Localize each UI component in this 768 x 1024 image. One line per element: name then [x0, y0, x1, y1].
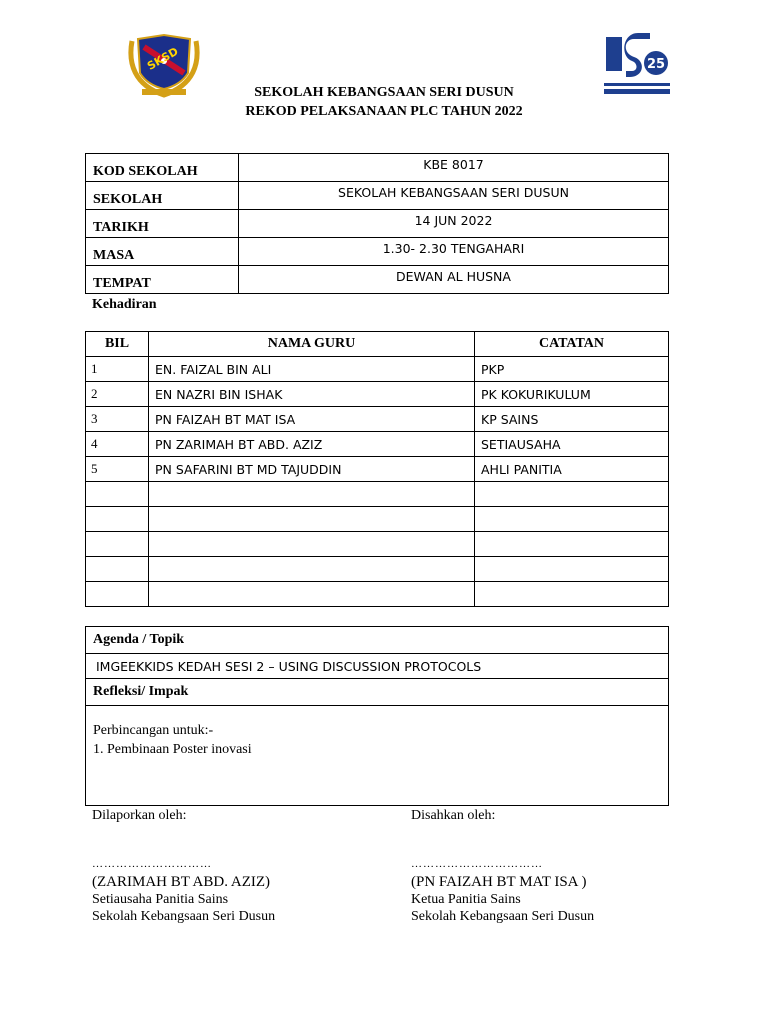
teacher-note: [475, 557, 669, 582]
table-header-row: [86, 332, 669, 357]
table-row: [86, 382, 669, 407]
info-label: SEKOLAH: [86, 182, 239, 210]
info-value: DEWAN AL HUSNA: [239, 266, 669, 294]
refleksi-line: Perbincangan untuk:-: [93, 723, 214, 738]
info-row: [86, 266, 669, 294]
teacher-note: [475, 532, 669, 557]
empty-row: [86, 482, 669, 507]
col-header-bil: BIL: [86, 332, 149, 357]
row-number: 3: [86, 407, 149, 432]
info-row: [86, 210, 669, 238]
row-number: 5: [86, 457, 149, 482]
reporter-role: Setiausaha Panitia Sains: [92, 892, 229, 907]
teacher-note: PK KOKURIKULUM: [475, 382, 669, 407]
teacher-name: [149, 482, 475, 507]
teacher-note: KP SAINS: [475, 407, 669, 432]
reporter-name: (ZARIMAH BT ABD. AZIZ): [92, 874, 271, 890]
school-info-table: [85, 153, 669, 294]
info-label: MASA: [86, 238, 239, 266]
teacher-note: [475, 482, 669, 507]
empty-row: [86, 507, 669, 532]
row-number: 2: [86, 382, 149, 407]
teacher-name: [149, 532, 475, 557]
refleksi-label: Refleksi/ Impak: [86, 679, 669, 706]
row-number: 1: [86, 357, 149, 382]
row-number: [86, 582, 149, 607]
teacher-name: PN FAIZAH BT MAT ISA: [149, 407, 475, 432]
teacher-name: PN ZARIMAH BT ABD. AZIZ: [149, 432, 475, 457]
agenda-table: [85, 626, 669, 806]
agenda-topic: IMGEEKKIDS KEDAH SESI 2 – USING DISCUSSION PROTOCOLS: [86, 654, 669, 679]
reporter-school: Sekolah Kebangsaan Seri Dusun: [92, 909, 276, 924]
teacher-note: SETIAUSAHA: [475, 432, 669, 457]
row-number: [86, 507, 149, 532]
info-label: KOD SEKOLAH: [86, 154, 239, 182]
teacher-name: EN NAZRI BIN ISHAK: [149, 382, 475, 407]
row-number: [86, 482, 149, 507]
school-title: SEKOLAH KEBANGSAAN SERI DUSUN: [254, 85, 514, 100]
info-value: 1.30- 2.30 TENGAHARI: [239, 238, 669, 266]
info-row: [86, 238, 669, 266]
refleksi-content: [86, 706, 669, 806]
teacher-name: EN. FAIZAL BIN ALI: [149, 357, 475, 382]
table-row: [86, 457, 669, 482]
teacher-name: PN SAFARINI BT MD TAJUDDIN: [149, 457, 475, 482]
attendance-heading: Kehadiran: [92, 297, 157, 312]
teacher-note: [475, 582, 669, 607]
svg-text:25: 25: [646, 57, 666, 72]
teacher-name: [149, 582, 475, 607]
col-header-nama: NAMA GURU: [149, 332, 475, 357]
verifier-role: Ketua Panitia Sains: [411, 892, 521, 907]
verifier-name: (PN FAIZAH BT MAT ISA ): [411, 874, 587, 890]
teacher-name: [149, 507, 475, 532]
verified-by-label: Disahkan oleh:: [411, 808, 496, 823]
reported-by-label: Dilaporkan oleh:: [92, 808, 187, 823]
col-header-catatan: CATATAN: [475, 332, 669, 357]
teacher-name: [149, 557, 475, 582]
info-row: [86, 154, 669, 182]
teacher-note: [475, 507, 669, 532]
row-number: [86, 557, 149, 582]
refleksi-line: 1. Pembinaan Poster inovasi: [93, 742, 252, 757]
verifier-school: Sekolah Kebangsaan Seri Dusun: [411, 909, 595, 924]
info-value: SEKOLAH KEBANGSAAN SERI DUSUN: [239, 182, 669, 210]
row-number: [86, 532, 149, 557]
info-value: KBE 8017: [239, 154, 669, 182]
teacher-note: AHLI PANITIA: [475, 457, 669, 482]
agenda-label: Agenda / Topik: [86, 627, 669, 654]
info-value: 14 JUN 2022: [239, 210, 669, 238]
attendance-table: [85, 331, 669, 607]
info-label: TARIKH: [86, 210, 239, 238]
table-row: [86, 407, 669, 432]
reporter-signature-line: …………………………: [92, 858, 212, 870]
row-number: 4: [86, 432, 149, 457]
empty-row: [86, 557, 669, 582]
table-row: [86, 432, 669, 457]
teacher-note: PKP: [475, 357, 669, 382]
info-label: TEMPAT: [86, 266, 239, 294]
report-title: REKOD PELAKSANAAN PLC TAHUN 2022: [245, 104, 523, 119]
info-row: [86, 182, 669, 210]
empty-row: [86, 582, 669, 607]
verifier-signature-line: ……………………………: [411, 858, 543, 870]
svg-text:SKSD: SKSD: [144, 44, 181, 73]
empty-row: [86, 532, 669, 557]
table-row: [86, 357, 669, 382]
